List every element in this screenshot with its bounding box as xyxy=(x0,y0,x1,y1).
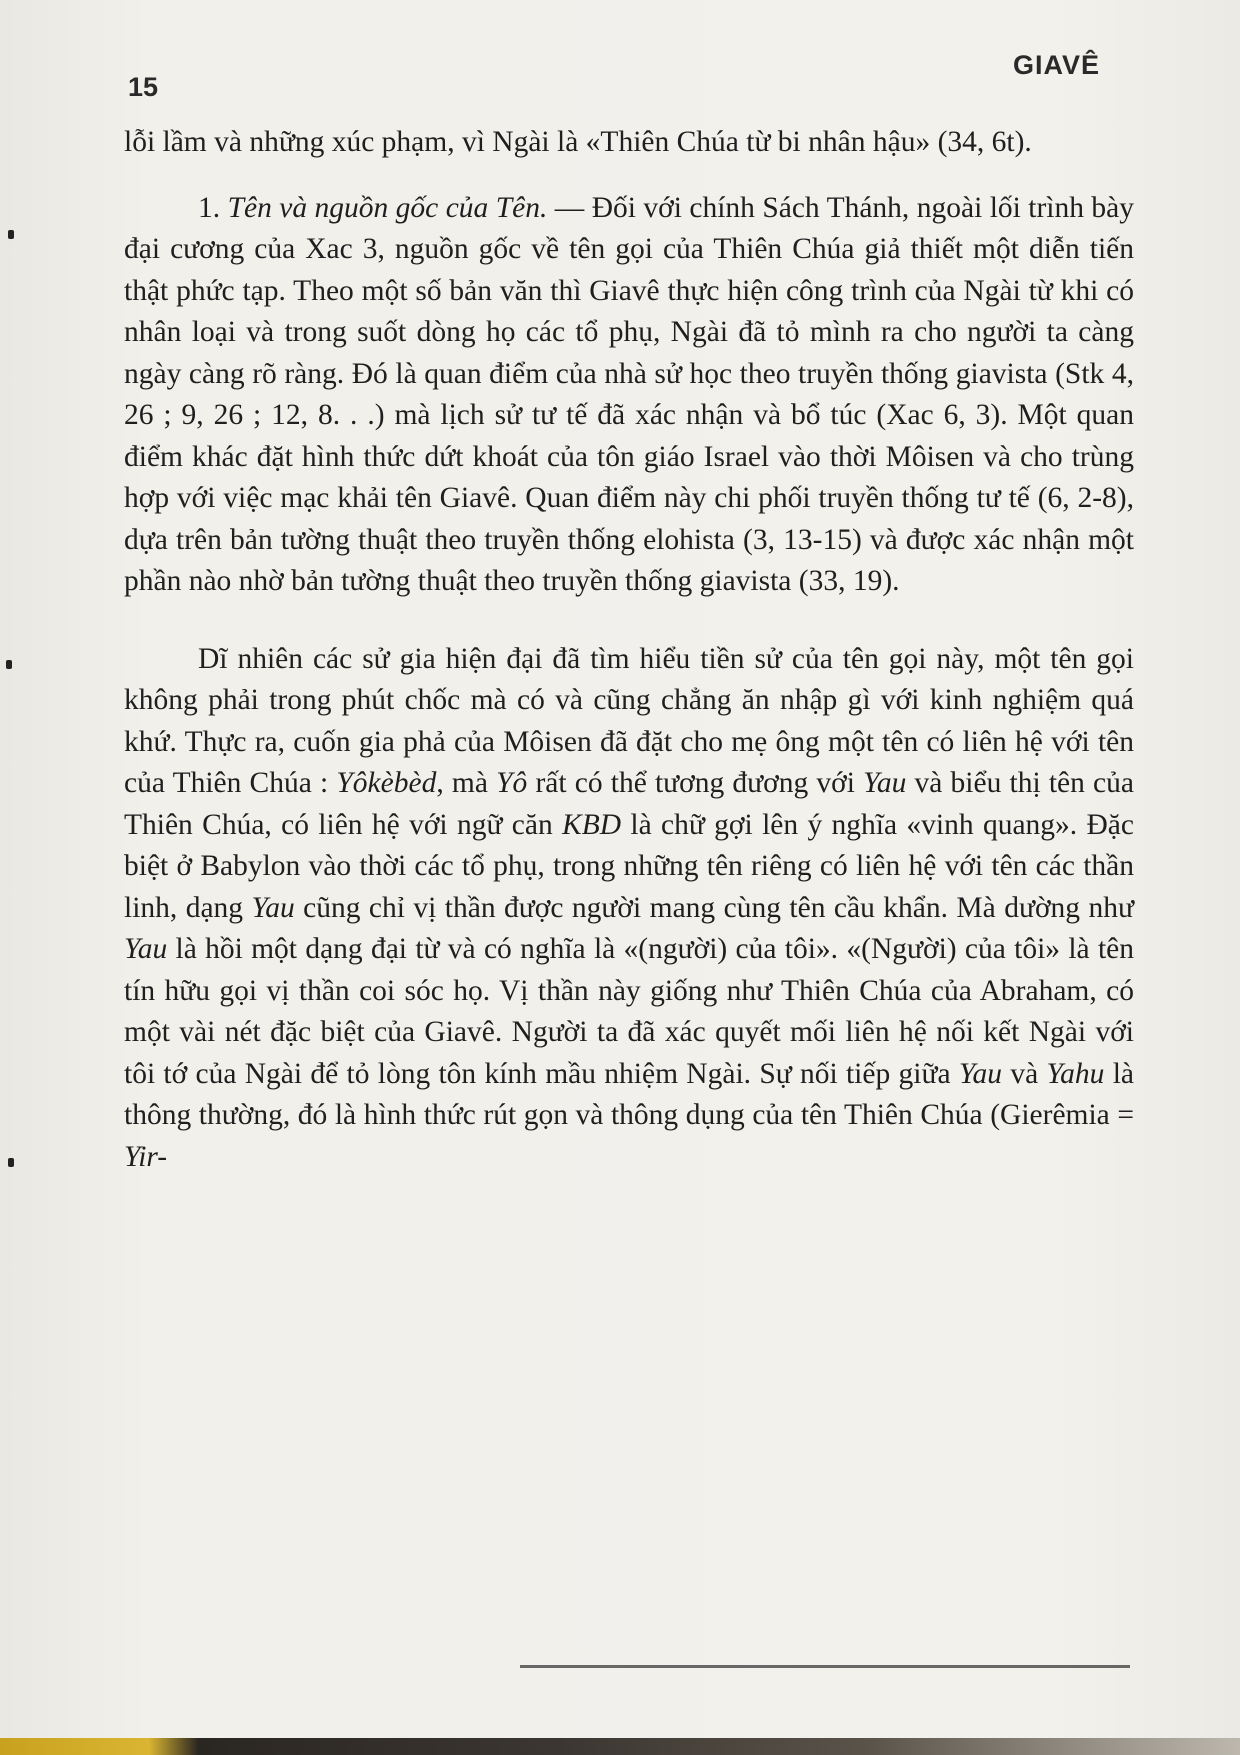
section-dash: — xyxy=(547,191,592,224)
text-run: cũng chỉ vị thần được người mang cùng tên cầu khẩn. Mà dường như xyxy=(294,891,1134,924)
text-run: là hồi một dạng đại từ và có nghĩa là «(người) của tôi». «(Người) của tôi» là tên tín hữu gọi vị thần coi sóc họ. Vị thần này giống như Thiên Chúa của Abraham, có một vài nét đặc biệt của Giavê. Người ta đã xác quyết mối liên hệ nối kết Ngài với tôi tớ của Ngài để tỏ lòng tôn kính mầu nhiệm Ngài. Sự nối tiếp giữa xyxy=(124,933,1134,1090)
section-text: Đối với chính Sách Thánh, ngoài lối trình bày đại cương của Xac 3, nguồn gốc về tên gọi của Thiên Chúa giả thiết một diễn tiến thật phức tạp. Theo một số bản văn thì Giavê thực hiện công trình của Ngài từ khi có nhân loại và trong suốt dòng họ các tổ phụ, Ngài đã tỏ mình ra cho người ta càng ngày càng rõ ràng. Đó là quan điểm của nhà sử học theo truyền thống giavista (Stk 4, 26 ; 9, 26 ; 12, 8. . .) mà lịch sử tư tế đã xác nhận và bổ túc (Xac 6, 3). Một quan điểm khác đặt hình thức dứt khoát của tôn giáo Israel vào thời Môisen và cho trùng hợp với việc mạc khải tên Giavê. Quan điểm này chi phối truyền thống tư tế (6, 2-8), dựa trên bản tường thuật theo truyền thống elohista (3, 13-15) và được xác nhận một phần nào nhờ bản tường thuật theo truyền thống giavista (33, 19). xyxy=(124,191,1135,597)
text-run: , mà xyxy=(436,767,497,799)
text-run: rất có thể tương đương với xyxy=(527,767,864,799)
italic-term: Yôkèbèd xyxy=(336,767,437,799)
margin-speck xyxy=(8,230,14,239)
body-text xyxy=(124,122,1134,1178)
text-run: là thông thường, đó là hình thức rút gọn và thông dụng của tên Thiên Chúa (Gierêmia = xyxy=(124,1057,1135,1131)
text-run: và biểu thị tên của Thiên Chúa, có liên hệ với ngữ căn xyxy=(124,767,1134,841)
page-bottom-rule xyxy=(520,1665,1130,1668)
paragraph-continued: lỗi lầm và những xúc phạm, vì Ngài là «Thiên Chúa từ bi nhân hậu» (34, 6t). xyxy=(124,126,1032,158)
italic-term: KBD xyxy=(562,808,622,841)
italic-term: Yô xyxy=(496,767,528,799)
paragraph-history xyxy=(124,639,1134,1179)
margin-speck xyxy=(6,660,12,669)
scan-edge-strip xyxy=(0,1738,1240,1755)
section-title: Tên và nguồn gốc của Tên. xyxy=(227,191,548,224)
italic-term: Yau xyxy=(124,933,168,965)
text-run: là chữ gợi lên ý nghĩa «vinh quang». Đặc biệt ở Babylon vào thời các tổ phụ, trong những tên riêng có liên hệ với tên các thần linh, dạng xyxy=(124,808,1134,924)
italic-term: Yau xyxy=(251,891,295,924)
text-run: và xyxy=(1002,1057,1047,1090)
paragraph-section-1 xyxy=(124,188,1134,603)
italic-term: Yahu xyxy=(1046,1057,1105,1090)
italic-term: Yau xyxy=(958,1057,1003,1090)
italic-term: Yau xyxy=(863,767,907,799)
running-head: GIAVÊ xyxy=(1012,50,1100,80)
italic-term: Yir- xyxy=(124,1140,168,1173)
margin-speck xyxy=(8,1158,14,1167)
section-number: 1. xyxy=(198,191,221,224)
page-number: 15 xyxy=(128,72,159,102)
text-run: Dĩ nhiên các sử gia hiện đại đã tìm hiểu tiền sử của tên gọi này, một tên gọi không phải trong phút chốc mà có và cũng chẳng ăn nhập gì với kinh nghiệm quá khứ. Thực ra, cuốn gia phả của Môisen đã đặt cho mẹ ông một tên có liên hệ với tên của Thiên Chúa : xyxy=(124,642,1134,799)
